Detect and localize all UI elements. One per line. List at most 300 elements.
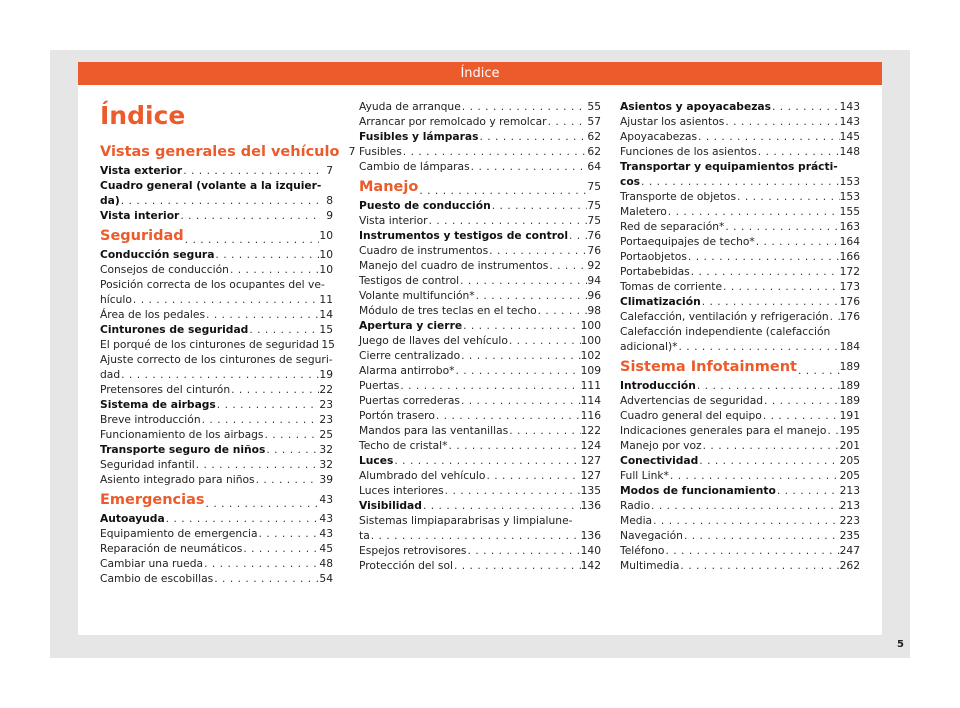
toc-entry[interactable]	[620, 249, 860, 264]
toc-leader-dots	[683, 528, 840, 543]
toc-entry[interactable]	[100, 511, 333, 526]
toc-entry-title: Red de separación*	[620, 220, 725, 233]
toc-entry-title: dad	[100, 368, 121, 381]
toc-page-number: 9	[326, 209, 333, 222]
toc-entry[interactable]	[100, 526, 333, 541]
toc-page-number: 15	[319, 323, 333, 336]
toc-entry-title: da)	[100, 194, 120, 207]
toc-leader-dots	[393, 453, 580, 468]
toc-page-number: 116	[580, 409, 601, 422]
toc-entry[interactable]	[100, 556, 333, 571]
toc-entry[interactable]	[620, 129, 860, 144]
toc-entry[interactable]	[620, 378, 860, 393]
toc-entry-title: hículo	[100, 293, 132, 306]
toc-page-number: 153	[839, 190, 860, 203]
toc-leader-dots	[797, 363, 840, 378]
page-title: Índice	[100, 101, 186, 130]
toc-leader-dots	[667, 204, 840, 219]
toc-entry-title: Alarma antirrobo*	[359, 364, 455, 377]
toc-entry[interactable]	[100, 412, 333, 427]
toc-page-number: 127	[580, 469, 601, 482]
toc-page-number: 262	[839, 559, 860, 572]
toc-entry-title: Media	[620, 514, 653, 527]
toc-entry[interactable]	[620, 558, 860, 573]
toc-page-number: 19	[319, 368, 333, 381]
toc-entry[interactable]	[620, 114, 860, 129]
toc-entry[interactable]	[620, 309, 860, 324]
content-area	[78, 85, 882, 635]
toc-leader-dots	[470, 159, 587, 174]
toc-entry-title: Funciones de los asientos	[620, 145, 757, 158]
toc-leader-dots	[399, 378, 580, 393]
toc-entry[interactable]	[100, 337, 333, 352]
toc-leader-dots	[478, 129, 587, 144]
toc-page-number: 201	[839, 439, 860, 452]
toc-entry[interactable]	[100, 163, 333, 178]
toc-entry[interactable]	[359, 144, 601, 159]
toc-leader-dots	[508, 333, 581, 348]
toc-leader-dots	[762, 408, 840, 423]
toc-section-heading[interactable]	[100, 139, 356, 163]
toc-page-number: 75	[587, 214, 601, 227]
toc-entry[interactable]	[620, 234, 860, 249]
toc-page-number: 48	[319, 557, 333, 570]
toc-entry[interactable]	[620, 294, 860, 309]
toc-entry-title: Fusibles	[359, 145, 402, 158]
toc-page-number: 64	[587, 160, 601, 173]
toc-entry[interactable]	[100, 442, 333, 457]
toc-page-number: 14	[319, 308, 333, 321]
toc-entry-title: Techo de cristal*	[359, 439, 448, 452]
toc-leader-dots	[485, 468, 580, 483]
toc-entry-line: Cuadro general (volante a la izquier-	[100, 179, 322, 192]
toc-page-number: 223	[839, 514, 860, 527]
toc-leader-dots	[491, 198, 587, 213]
toc-entry-title: Ajustar los asientos	[620, 115, 725, 128]
toc-entry-title: Volante multifunción*	[359, 289, 475, 302]
toc-leader-dots	[466, 543, 580, 558]
toc-entry[interactable]	[359, 288, 601, 303]
toc-column-1	[100, 139, 356, 586]
toc-leader-dots	[248, 322, 319, 337]
toc-entry-title: Transporte seguro de niños	[100, 443, 266, 456]
toc-leader-dots	[698, 453, 839, 468]
toc-entry[interactable]	[620, 513, 860, 528]
toc-page-number: 55	[587, 100, 601, 113]
toc-leader-dots	[475, 288, 587, 303]
toc-entry[interactable]	[100, 307, 333, 322]
toc-leader-dots	[165, 511, 319, 526]
toc-entry-title: Portabebidas	[620, 265, 690, 278]
toc-entry[interactable]	[620, 144, 860, 159]
toc-entry[interactable]	[359, 129, 601, 144]
toc-entry-title: Navegación	[620, 529, 683, 542]
toc-entry[interactable]	[359, 558, 601, 573]
toc-entry-title: Introducción	[620, 379, 696, 392]
toc-entry-title: Vista interior	[100, 209, 180, 222]
toc-entry-title: ta	[359, 529, 370, 542]
toc-entry[interactable]	[620, 528, 860, 543]
toc-entry-title: Sistema de airbags	[100, 398, 216, 411]
toc-entry[interactable]	[620, 279, 860, 294]
toc-page-number: 205	[839, 454, 860, 467]
toc-leader-dots	[701, 294, 840, 309]
toc-entry[interactable]	[359, 453, 601, 468]
toc-entry[interactable]	[359, 408, 601, 423]
toc-leader-dots	[444, 483, 581, 498]
toc-entry-title: Advertencias de seguridad	[620, 394, 764, 407]
toc-entry-line: Posición correcta de los ocupantes del ve-	[100, 278, 325, 291]
toc-leader-dots	[203, 556, 319, 571]
toc-entry[interactable]	[359, 318, 601, 333]
toc-entry-title: Cambiar una rueda	[100, 557, 204, 570]
toc-leader-dots	[696, 378, 840, 393]
toc-entry-title: Funcionamiento de los airbags	[100, 428, 264, 441]
toc-entry[interactable]	[359, 228, 601, 243]
toc-entry[interactable]	[100, 457, 333, 472]
toc-entry[interactable]	[359, 159, 601, 174]
toc-leader-dots	[826, 423, 839, 438]
toc-entry-title: Consejos de conducción	[100, 263, 229, 276]
toc-page-number: 136	[580, 529, 601, 542]
toc-entry-title: Luces interiores	[359, 484, 444, 497]
toc-leader-dots	[195, 457, 319, 472]
toc-leader-dots	[229, 262, 319, 277]
toc-entry-title: Ayuda de arranque	[359, 100, 461, 113]
toc-leader-dots	[428, 213, 587, 228]
toc-page-number: 195	[839, 424, 860, 437]
toc-leader-dots	[454, 363, 580, 378]
toc-page-number: 122	[580, 424, 601, 437]
toc-entry-title: Pretensores del cinturón	[100, 383, 231, 396]
toc-entry[interactable]	[100, 262, 333, 277]
toc-entry-title: Equipamiento de emergencia	[100, 527, 258, 540]
toc-entry[interactable]	[359, 363, 601, 378]
toc-page-number: 176	[839, 310, 860, 323]
toc-entry[interactable]	[620, 204, 860, 219]
toc-leader-dots	[640, 174, 840, 189]
toc-entry-title: Juego de llaves del vehículo	[359, 334, 508, 347]
toc-entry[interactable]	[620, 174, 860, 189]
toc-page-number: 7	[326, 164, 333, 177]
toc-page-number: 32	[319, 458, 333, 471]
toc-entry[interactable]	[620, 189, 860, 204]
toc-entry[interactable]	[620, 339, 860, 354]
toc-page-number: 10	[319, 229, 333, 242]
toc-entry-title: Manejo por voz	[620, 439, 702, 452]
toc-entry[interactable]	[359, 393, 601, 408]
toc-page-number: 191	[839, 409, 860, 422]
toc-page-number: 235	[839, 529, 860, 542]
toc-entry[interactable]	[100, 382, 333, 397]
toc-entry-title: Full Link*	[620, 469, 669, 482]
toc-entry-title: Maletero	[620, 205, 667, 218]
toc-page-number: 111	[580, 379, 601, 392]
toc-entry-title: Cinturones de seguridad	[100, 323, 249, 336]
toc-page-number: 96	[587, 289, 601, 302]
toc-leader-dots	[201, 412, 319, 427]
toc-page-number: 25	[319, 428, 333, 441]
toc-entry-title: Climatización	[620, 295, 701, 308]
toc-entry-title: Vistas generales del vehículo	[100, 144, 340, 160]
toc-entry-title: Modos de funcionamiento	[620, 484, 776, 497]
toc-page-number: 10	[319, 263, 333, 276]
toc-entry[interactable]	[359, 114, 601, 129]
toc-entry-title: Apertura y cierre	[359, 319, 463, 332]
toc-page-number: 247	[839, 544, 860, 557]
toc-entry[interactable]	[100, 541, 333, 556]
toc-entry-title: Portón trasero	[359, 409, 435, 422]
toc-leader-dots	[722, 279, 840, 294]
toc-leader-dots	[214, 247, 319, 262]
toc-entry-title: Conducción segura	[100, 248, 215, 261]
toc-entry[interactable]	[100, 208, 333, 223]
toc-page-number: 176	[839, 295, 860, 308]
toc-entry[interactable]	[100, 193, 333, 208]
toc-leader-dots	[459, 273, 587, 288]
toc-entry[interactable]	[620, 99, 860, 114]
toc-entry[interactable]	[100, 397, 333, 412]
page-number: 5	[897, 639, 904, 650]
toc-entry-title: Cambio de lámparas	[359, 160, 470, 173]
toc-leader-dots	[435, 408, 581, 423]
toc-entry-title: Alumbrado del vehículo	[359, 469, 486, 482]
toc-leader-dots	[697, 129, 840, 144]
toc-leader-dots	[258, 526, 319, 541]
toc-entry[interactable]	[100, 472, 333, 487]
toc-entry-title: Portaobjetos	[620, 250, 687, 263]
toc-entry-title: Seguridad	[100, 228, 184, 244]
toc-leader-dots	[453, 558, 581, 573]
toc-leader-dots	[679, 558, 839, 573]
toc-page-number: 213	[839, 499, 860, 512]
toc-leader-dots	[508, 423, 580, 438]
toc-page-number: 172	[839, 265, 860, 278]
toc-entry[interactable]	[359, 498, 601, 513]
toc-page-number: 189	[839, 379, 860, 392]
toc-entry[interactable]	[100, 292, 333, 307]
toc-entry[interactable]	[359, 423, 601, 438]
toc-entry[interactable]	[359, 213, 601, 228]
toc-entry-title: Fusibles y lámparas	[359, 130, 479, 143]
toc-entry-title: Radio	[620, 499, 651, 512]
toc-leader-dots	[418, 183, 587, 198]
toc-leader-dots	[702, 438, 840, 453]
toc-leader-dots	[736, 189, 840, 204]
toc-leader-dots	[687, 249, 840, 264]
toc-leader-dots	[757, 144, 840, 159]
toc-page-number: 153	[839, 175, 860, 188]
toc-entry-line: Ajuste correcto de los cinturones de seguri-	[100, 353, 333, 366]
toc-page-number: 62	[587, 130, 601, 143]
toc-entry-title: Manejo	[359, 179, 419, 195]
toc-leader-dots	[265, 442, 319, 457]
toc-leader-dots	[664, 543, 839, 558]
toc-leader-dots	[724, 219, 839, 234]
toc-entry-title: Teléfono	[620, 544, 665, 557]
toc-section-heading[interactable]	[620, 354, 860, 378]
toc-entry-title: Indicaciones generales para el manejo	[620, 424, 827, 437]
toc-leader-dots	[537, 303, 587, 318]
toc-leader-dots	[242, 541, 319, 556]
toc-entry-title: Instrumentos y testigos de control	[359, 229, 569, 242]
toc-page-number: 75	[587, 180, 601, 193]
toc-leader-dots	[460, 393, 581, 408]
toc-leader-dots	[650, 498, 840, 513]
toc-entry[interactable]	[620, 393, 860, 408]
toc-entry[interactable]	[359, 528, 601, 543]
toc-entry-title: Manejo del cuadro de instrumentos	[359, 259, 549, 272]
toc-entry-title: Cambio de escobillas	[100, 572, 214, 585]
toc-page-number: 100	[580, 334, 601, 347]
toc-entry-line: Calefacción independiente (calefacción	[620, 325, 831, 338]
toc-entry-title: Protección del sol	[359, 559, 453, 572]
toc-entry-line: Sistemas limpiaparabrisas y limpialune-	[359, 514, 573, 527]
toc-page-number: 32	[319, 443, 333, 456]
toc-entry[interactable]	[359, 468, 601, 483]
toc-leader-dots	[771, 99, 840, 114]
toc-leader-dots	[422, 498, 581, 513]
toc-entry-title: Tomas de corriente	[620, 280, 723, 293]
toc-page-number: 124	[580, 439, 601, 452]
toc-entry-title: Seguridad infantil	[100, 458, 195, 471]
toc-leader-dots	[829, 309, 840, 324]
toc-page-number: 62	[587, 145, 601, 158]
toc-entry-title: El porqué de los cinturones de seguridad	[100, 338, 319, 351]
toc-entry-title: Portaequipajes de techo*	[620, 235, 755, 248]
toc-page-number: 98	[587, 304, 601, 317]
toc-section-heading[interactable]	[100, 487, 333, 511]
toc-page-number: 148	[839, 145, 860, 158]
toc-leader-dots	[652, 513, 839, 528]
toc-entry-title: Conectividad	[620, 454, 699, 467]
toc-page-number: 22	[319, 383, 333, 396]
toc-leader-dots	[724, 114, 839, 129]
toc-page-number: 45	[319, 542, 333, 555]
toc-entry[interactable]	[359, 273, 601, 288]
toc-entry-title: Visibilidad	[359, 499, 422, 512]
toc-entry-title: Mandos para las ventanillas	[359, 424, 509, 437]
toc-page-number: 57	[587, 115, 601, 128]
toc-entry[interactable]	[359, 333, 601, 348]
toc-section-heading[interactable]	[100, 223, 333, 247]
toc-page-number: 94	[587, 274, 601, 287]
toc-entry[interactable]	[359, 258, 601, 273]
toc-entry-title: Asientos y apoyacabezas	[620, 100, 771, 113]
header-band: Índice	[78, 62, 882, 85]
toc-leader-dots	[264, 427, 319, 442]
toc-entry[interactable]	[620, 264, 860, 279]
toc-entry[interactable]	[100, 247, 333, 262]
toc-page-number: 213	[839, 484, 860, 497]
toc-column-2	[359, 99, 601, 573]
toc-entry[interactable]	[359, 483, 601, 498]
toc-entry[interactable]	[359, 378, 601, 393]
toc-entry-title: Autoayuda	[100, 512, 165, 525]
toc-entry[interactable]	[620, 438, 860, 453]
toc-entry[interactable]	[100, 367, 333, 382]
toc-entry[interactable]	[100, 427, 333, 442]
toc-page-number: 92	[587, 259, 601, 272]
toc-page-number: 43	[319, 527, 333, 540]
toc-entry[interactable]	[620, 423, 860, 438]
toc-leader-dots	[216, 397, 319, 412]
toc-entry-title: Área de los pedales	[100, 308, 206, 321]
toc-page-number: 145	[839, 130, 860, 143]
toc-entry[interactable]	[620, 483, 860, 498]
toc-page-number: 127	[580, 454, 601, 467]
toc-entry[interactable]	[359, 243, 601, 258]
toc-entry-title: Sistema Infotainment	[620, 359, 797, 375]
toc-entry[interactable]	[620, 498, 860, 513]
toc-leader-dots	[370, 528, 581, 543]
toc-section-heading[interactable]	[359, 174, 601, 198]
toc-leader-dots	[488, 243, 587, 258]
toc-entry-title: Módulo de tres teclas en el techo	[359, 304, 537, 317]
toc-entry[interactable]	[620, 453, 860, 468]
toc-page-number: 76	[587, 229, 601, 242]
toc-page-number: 143	[839, 115, 860, 128]
toc-leader-dots	[179, 208, 319, 223]
toc-entry-title: Luces	[359, 454, 394, 467]
toc-entry[interactable]	[359, 198, 601, 213]
toc-entry[interactable]	[359, 99, 601, 114]
toc-page-number: 8	[326, 194, 333, 207]
toc-entry-title: Cuadro de instrumentos	[359, 244, 489, 257]
toc-page-number: 142	[580, 559, 601, 572]
toc-page-number: 155	[839, 205, 860, 218]
toc-page-number: 23	[319, 398, 333, 411]
toc-page-number: 135	[580, 484, 601, 497]
toc-entry[interactable]	[620, 219, 860, 234]
toc-leader-dots	[763, 393, 840, 408]
toc-entry[interactable]	[359, 348, 601, 363]
toc-page-number: 163	[839, 220, 860, 233]
toc-leader-dots	[120, 193, 319, 208]
toc-leader-dots	[755, 234, 840, 249]
toc-entry-line: Transportar y equipamientos prácti-	[620, 160, 838, 173]
toc-page-number: 43	[319, 512, 333, 525]
toc-page-number: 164	[839, 235, 860, 248]
toc-leader-dots	[568, 228, 587, 243]
toc-entry[interactable]	[359, 543, 601, 558]
toc-leader-dots	[776, 483, 840, 498]
toc-page-number: 43	[319, 493, 333, 506]
toc-page-number: 75	[587, 199, 601, 212]
toc-column-3	[620, 99, 860, 573]
toc-entry[interactable]	[100, 571, 333, 586]
toc-leader-dots	[448, 438, 581, 453]
toc-page-number: 15	[321, 338, 335, 351]
toc-page-number: 143	[839, 100, 860, 113]
toc-page-number: 205	[839, 469, 860, 482]
toc-entry[interactable]	[100, 322, 333, 337]
toc-leader-dots	[205, 307, 319, 322]
toc-leader-dots	[182, 163, 319, 178]
toc-entry-title: Puesto de conducción	[359, 199, 491, 212]
toc-entry[interactable]	[620, 408, 860, 423]
toc-entry[interactable]	[359, 303, 601, 318]
toc-entry-title: Testigos de control	[359, 274, 460, 287]
toc-entry[interactable]	[359, 438, 601, 453]
toc-entry-title: Apoyacabezas	[620, 130, 698, 143]
toc-page-number: 189	[839, 360, 860, 373]
toc-page-number: 100	[580, 319, 601, 332]
toc-page-number: 184	[839, 340, 860, 353]
toc-entry[interactable]	[620, 543, 860, 558]
toc-entry[interactable]	[620, 468, 860, 483]
toc-leader-dots	[678, 339, 840, 354]
